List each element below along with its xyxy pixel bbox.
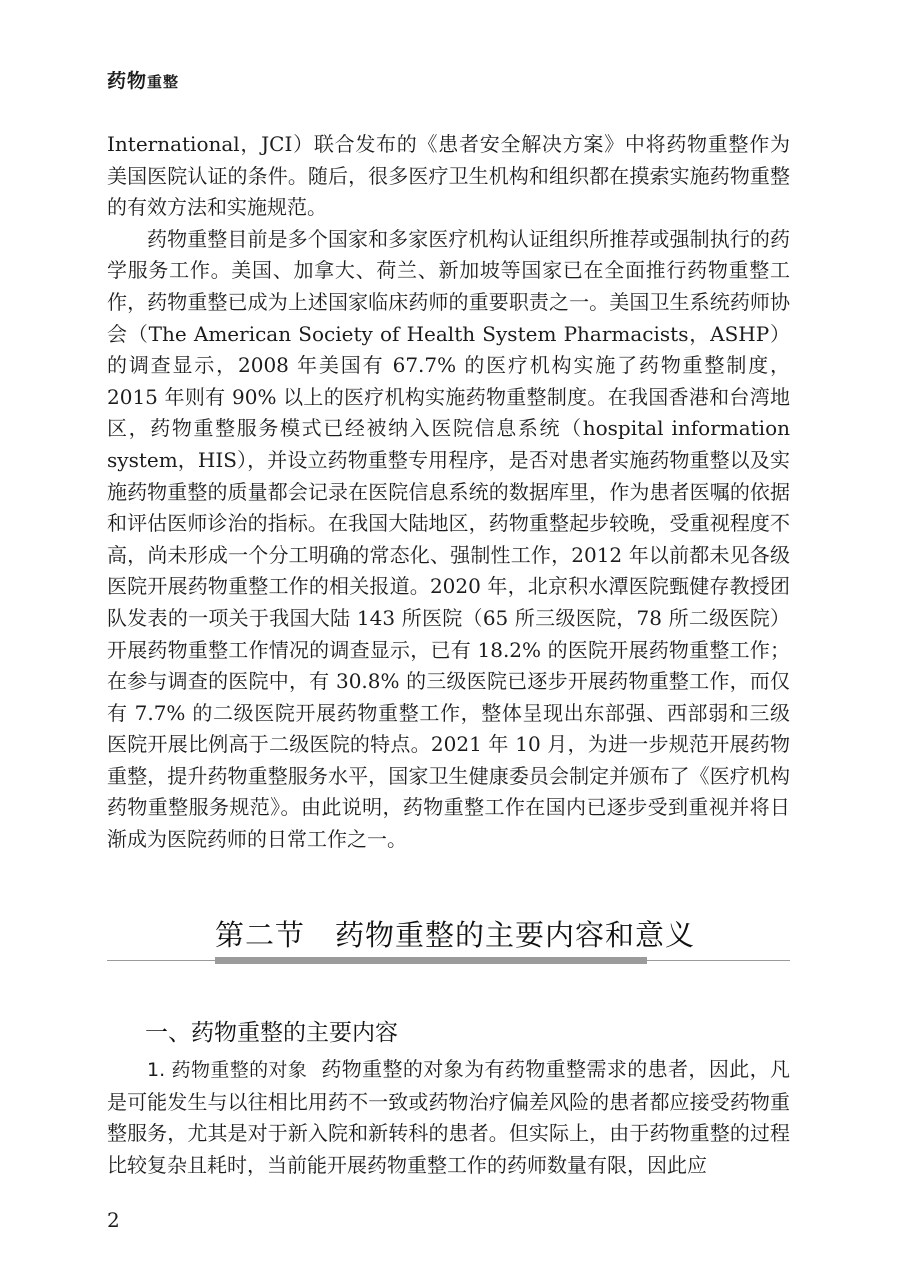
paragraph-item-1: [107, 1054, 790, 1181]
running-head: [107, 66, 179, 93]
item-1-text: 药物重整的对象为有药物重整需求的患者，因此，凡是可能发生与以往相比用药不一致或药物治疗偏差风险的患者都应接受药物重整服务，尤其是对于新入院和新转科的患者。但实际上，由于药物重整的过程比较复杂且耗时，当前能开展药物重整工作的药师数量有限，因此应: [107, 1057, 791, 1177]
body-text-bottom: [107, 1054, 790, 1181]
item-1-label: 1. 药物重整的对象: [147, 1059, 308, 1081]
paragraph-status: 药物重整目前是多个国家和多家医疗机构认证组织所推荐或强制执行的药学服务工作。美国、加拿大、荷兰、新加坡等国家已在全面推行药物重整工作，药物重整已成为上述国家临床药师的重要职责之一。美国卫生系统药师协会（The American Society of Health System Pharmacists，ASHP）的调查显示，2008 年美国有 67.7% 的医疗机构实施了药物重整制度，2015 年则有 90% 以上的医疗机构实施药物重整制度。在我国香港和台湾地区，药物重整服务模式已经被纳入医院信息系统（hospital information system，HIS），并设立药物重整专用程序，是否对患者实施药物重整以及实施药物重整的质量都会记录在医院信息系统的数据库里，作为患者医嘱的依据和评估医师诊治的指标。在我国大陆地区，药物重整起步较晚，受重视程度不高，尚未形成一个分工明确的常态化、强制性工作，2012 年以前都未见各级医院开展药物重整工作的相关报道。2020 年，北京积水潭医院甄健存教授团队发表的一项关于我国大陆 143 所医院（65 所三级医院，78 所二级医院）开展药物重整工作情况的调查显示，已有 18.2% 的医院开展药物重整工作；在参与调查的医院中，有 30.8% 的三级医院已逐步开展药物重整工作，而仅有 7.7% 的二级医院开展药物重整工作，整体呈现出东部强、西部弱和三级医院开展比例高于二级医院的特点。2021 年 10 月，为进一步规范开展药物重整，提升药物重整服务水平，国家卫生健康委员会制定并颁布了《医疗机构药物重整服务规范》。由此说明，药物重整工作在国内已逐步受到重视并将日渐成为医院药师的日常工作之一。: [107, 226, 790, 852]
paragraph-continuation: International，JCI）联合发布的《患者安全解决方案》中将药物重整作为美国医院认证的条件。随后，很多医疗卫生机构和组织都在摸索实施药物重整的有效方法和实施规范。: [107, 132, 790, 220]
running-head-title-small: 重整: [147, 73, 180, 91]
running-head-title: 药物: [107, 70, 148, 92]
page-number: 2: [107, 1208, 120, 1232]
section-title: 第二节 药物重整的主要内容和意义: [215, 918, 696, 952]
body-text-top: [107, 129, 790, 856]
section-heading: [107, 905, 790, 965]
sub-heading: 一、药物重整的主要内容: [145, 1020, 398, 1046]
section-heading-bar: [215, 957, 647, 964]
